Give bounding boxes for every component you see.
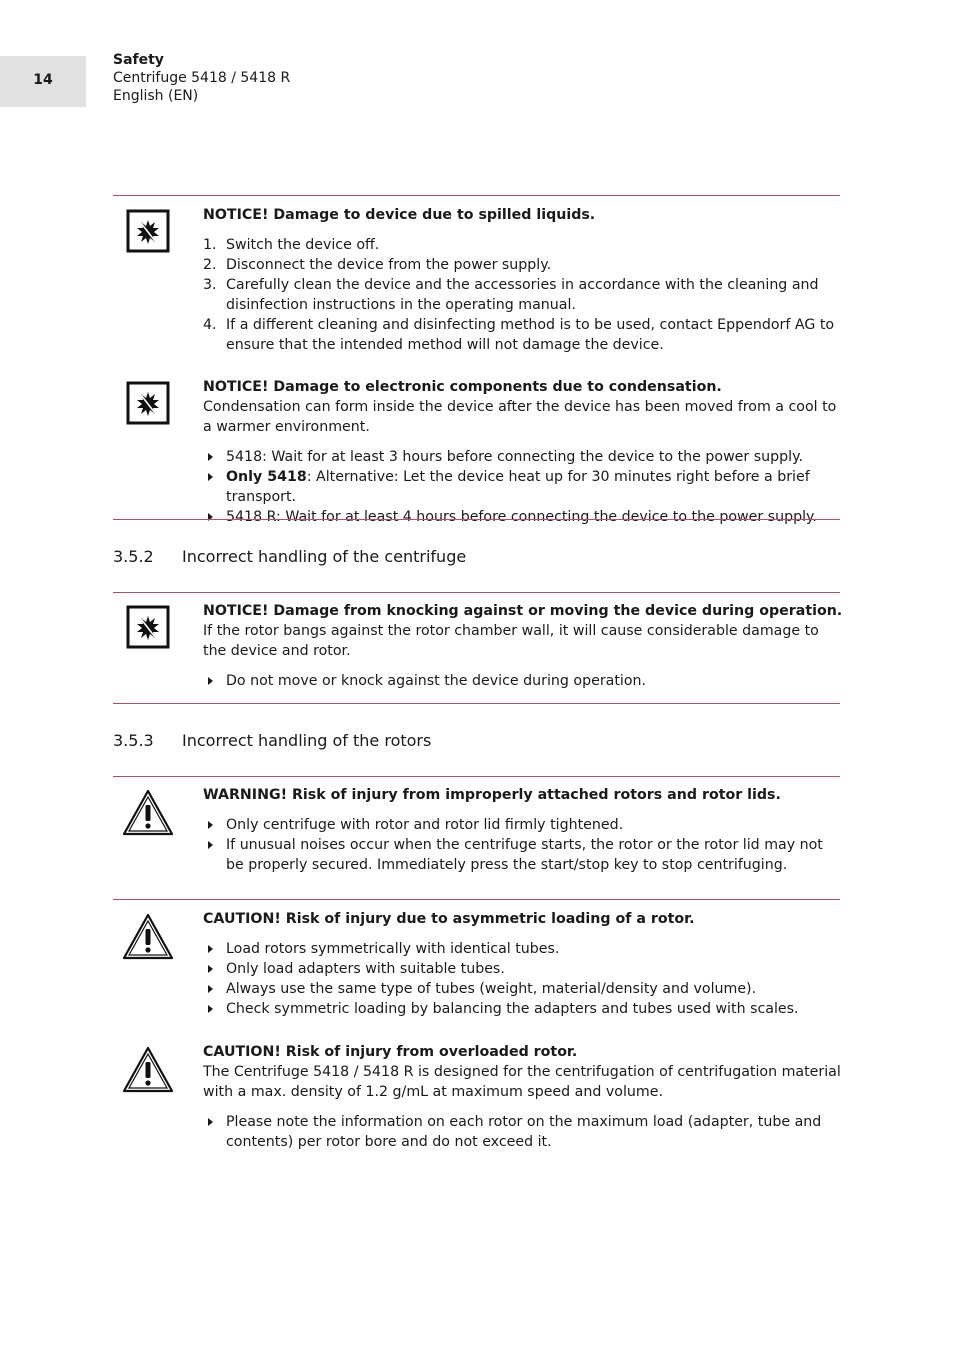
arrow-bullet-icon xyxy=(208,1118,213,1126)
notice-title: WARNING! Risk of injury from improperly attached rotors and rotor lids. xyxy=(203,787,781,803)
arrow-bullet-icon xyxy=(208,945,213,953)
header-language: English (EN) xyxy=(113,88,199,104)
list-item xyxy=(203,467,843,507)
list-item xyxy=(203,835,843,875)
header-section: Safety xyxy=(113,52,164,68)
warning-rotor-attachment xyxy=(203,785,843,875)
list-item xyxy=(203,979,843,999)
bullet-text: Only centrifuge with rotor and rotor lid firmly tightened. xyxy=(226,817,624,833)
list-item xyxy=(203,999,843,1019)
bullet-text: Do not move or knock against the device during operation. xyxy=(226,673,647,689)
bullet-text: Always use the same type of tubes (weight, material/density and volume). xyxy=(226,981,757,997)
step-text: Carefully clean the device and the accessories in accordance with the cleaning and disinfection instructions in the operating manual. xyxy=(226,277,819,313)
list-item xyxy=(203,315,843,355)
notice-condensation xyxy=(203,377,843,527)
caution-overloaded-rotor xyxy=(203,1042,843,1152)
divider xyxy=(113,776,840,777)
bullet-text: Only load adapters with suitable tubes. xyxy=(226,961,505,977)
bullet-list xyxy=(203,671,843,691)
section-number: 3.5.2 xyxy=(113,547,154,566)
list-item xyxy=(203,275,843,315)
step-text: Switch the device off. xyxy=(226,237,380,253)
bullet-emphasis: Only 5418 xyxy=(226,469,307,485)
section-title: Incorrect handling of the centrifuge xyxy=(182,547,467,566)
divider xyxy=(113,519,840,520)
step-number: 3. xyxy=(203,277,217,293)
arrow-bullet-icon xyxy=(208,1005,213,1013)
warning-triangle-icon xyxy=(122,1045,174,1097)
bullet-text: 5418: Wait for at least 3 hours before connecting the device to the power supply. xyxy=(226,449,803,465)
bullet-text: Please note the information on each rotor on the maximum load (adapter, tube and contents) per rotor bore and do not exceed it. xyxy=(226,1114,822,1150)
notice-damage-icon xyxy=(122,603,174,655)
divider xyxy=(113,195,840,196)
notice-title: NOTICE! Damage to electronic components due to condensation. xyxy=(203,379,722,395)
notice-title: NOTICE! Damage from knocking against or moving the device during operation. xyxy=(203,603,843,619)
notice-title: CAUTION! Risk of injury from overloaded rotor. xyxy=(203,1044,578,1060)
notice-description: If the rotor bangs against the rotor chamber wall, it will cause considerable damage to the device and rotor. xyxy=(203,623,819,659)
bullet-list xyxy=(203,1112,843,1152)
section-title: Incorrect handling of the rotors xyxy=(182,731,432,750)
list-item xyxy=(203,447,843,467)
warning-triangle-icon xyxy=(122,788,174,840)
list-item xyxy=(203,235,843,255)
step-number: 2. xyxy=(203,257,217,273)
list-item xyxy=(203,671,843,691)
step-text: Disconnect the device from the power supply. xyxy=(226,257,552,273)
arrow-bullet-icon xyxy=(208,821,213,829)
notice-damage-icon xyxy=(122,379,174,431)
bullet-text: 5418 R: Wait for at least 4 hours before connecting the device to the power supply. xyxy=(226,509,817,525)
list-item xyxy=(203,255,843,275)
notice-spilled-liquids xyxy=(203,205,843,355)
step-number: 4. xyxy=(203,317,217,333)
bullet-text: Check symmetric loading by balancing the adapters and tubes used with scales. xyxy=(226,1001,799,1017)
header-product: Centrifuge 5418 / 5418 R xyxy=(113,70,291,86)
notice-description: The Centrifuge 5418 / 5418 R is designed for the centrifugation of centrifugation material with a max. density of 1.2 g/mL at maximum speed and volume. xyxy=(203,1064,841,1100)
arrow-bullet-icon xyxy=(208,473,213,481)
bullet-list xyxy=(203,447,843,527)
list-item xyxy=(203,959,843,979)
notice-knocking xyxy=(203,601,843,691)
list-item xyxy=(203,507,843,527)
arrow-bullet-icon xyxy=(208,985,213,993)
warning-triangle-icon xyxy=(122,912,174,964)
bullet-text: : Alternative: Let the device heat up for 30 minutes right before a brief transport. xyxy=(226,469,810,505)
page-number: 14 xyxy=(33,72,53,88)
notice-title: CAUTION! Risk of injury due to asymmetric loading of a rotor. xyxy=(203,911,695,927)
bullet-text: If unusual noises occur when the centrifuge starts, the rotor or the rotor lid may not be properly secured. Immediately press the start/stop key to stop centrifuging. xyxy=(226,837,823,873)
arrow-bullet-icon xyxy=(208,453,213,461)
list-item xyxy=(203,815,843,835)
bullet-text: Load rotors symmetrically with identical tubes. xyxy=(226,941,560,957)
divider xyxy=(113,899,840,900)
list-item xyxy=(203,939,843,959)
bullet-list xyxy=(203,815,843,875)
bullet-list xyxy=(203,939,843,1019)
step-number: 1. xyxy=(203,237,217,253)
notice-title: NOTICE! Damage to device due to spilled liquids. xyxy=(203,207,596,223)
notice-description: Condensation can form inside the device after the device has been moved from a cool to a warmer environment. xyxy=(203,399,837,435)
step-text: If a different cleaning and disinfecting method is to be used, contact Eppendorf AG to ensure that the intended method will not damage the device. xyxy=(226,317,835,353)
list-item xyxy=(203,1112,843,1152)
step-list xyxy=(203,235,843,355)
arrow-bullet-icon xyxy=(208,965,213,973)
divider xyxy=(113,592,840,593)
divider xyxy=(113,703,840,704)
running-header xyxy=(113,51,290,105)
section-number: 3.5.3 xyxy=(113,731,154,750)
arrow-bullet-icon xyxy=(208,677,213,685)
arrow-bullet-icon xyxy=(208,841,213,849)
caution-asymmetric-loading xyxy=(203,909,843,1019)
notice-damage-icon xyxy=(122,207,174,259)
